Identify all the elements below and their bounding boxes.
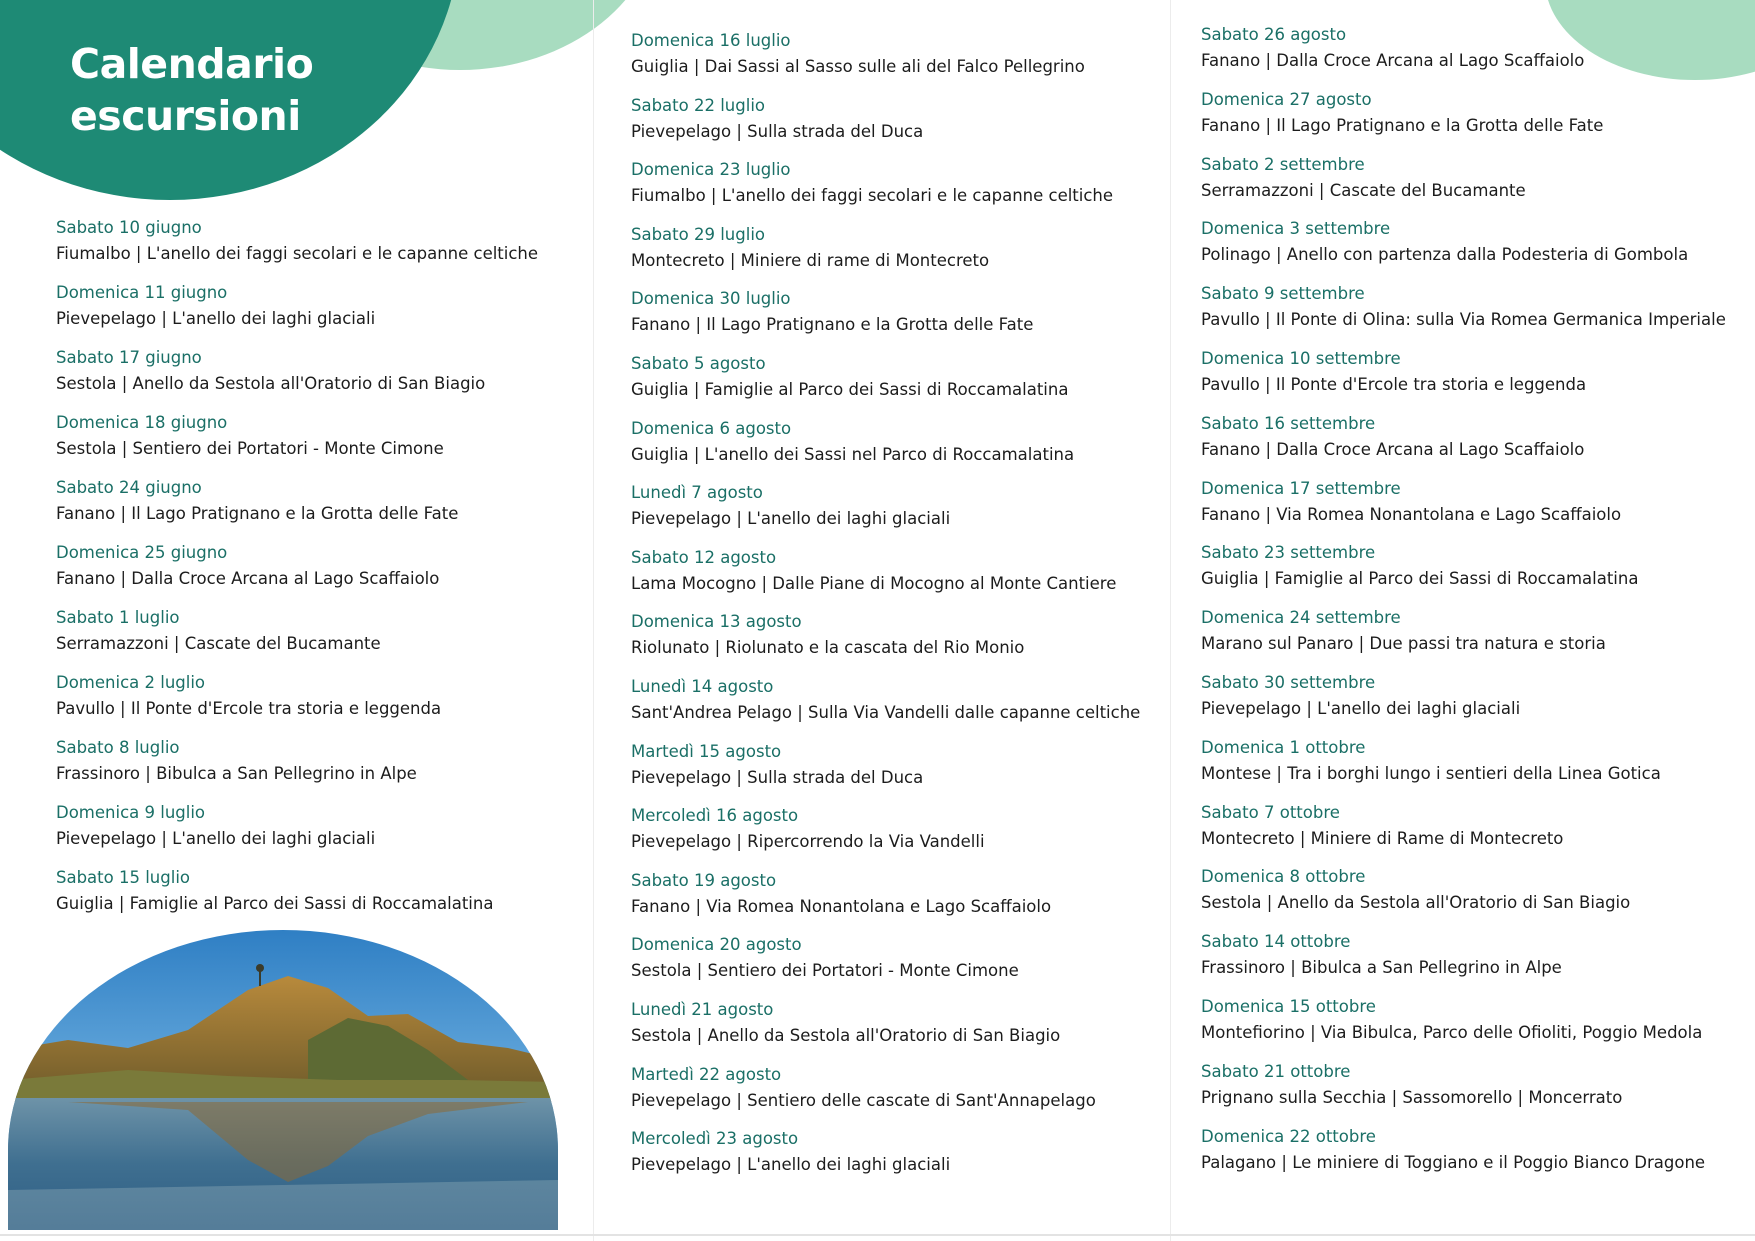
- calendar-entry: [631, 481, 1140, 546]
- entry-date: Sabato 7 ottobre: [1201, 802, 1340, 822]
- entry-date: Lunedì 7 agosto: [631, 483, 763, 503]
- calendar-entry: [631, 287, 1140, 352]
- entry-description: Polinago | Anello con partenza dalla Podesteria di Gombola: [1201, 245, 1689, 265]
- entry-description: Pievepelago | L'anello dei laghi glaciali: [631, 509, 951, 529]
- calendar-entry: [631, 804, 1140, 869]
- calendar-entry: [1201, 153, 1726, 218]
- entry-date: Sabato 9 settembre: [1201, 284, 1365, 304]
- entry-description: Riolunato | Riolunato e la cascata del Rio Monio: [631, 638, 1025, 658]
- entry-description: Sestola | Anello da Sestola all'Oratorio di San Biagio: [631, 1025, 1061, 1045]
- calendar-entry: [631, 933, 1140, 998]
- entry-date: Martedì 22 agosto: [631, 1064, 782, 1084]
- entry-description: Guiglia | L'anello dei Sassi nel Parco di Roccamalatina: [631, 444, 1075, 464]
- calendar-entry: [1201, 541, 1726, 606]
- entry-description: Fanano | Il Lago Pratignano e la Grotta delle Fate: [1201, 115, 1604, 135]
- entry-description: Fiumalbo | L'anello dei faggi secolari e le capanne celtiche: [56, 244, 539, 263]
- entry-description: Sestola | Sentiero dei Portatori - Monte Cimone: [631, 961, 1019, 981]
- calendar-entry: [1201, 736, 1726, 801]
- entry-description: Pievepelago | Sentiero delle cascate di Sant'Annapelago: [631, 1090, 1096, 1110]
- entry-date: Domenica 23 luglio: [631, 160, 791, 180]
- entry-description: Fanano | Via Romea Nonantolana e Lago Scaffaiolo: [1201, 504, 1622, 524]
- calendar-entry: [1201, 930, 1726, 995]
- entry-date: Domenica 27 agosto: [1201, 89, 1372, 109]
- calendar-entry: [631, 1063, 1140, 1128]
- calendar-entry: [1201, 1125, 1726, 1190]
- entry-date: Sabato 22 luglio: [631, 95, 765, 115]
- calendar-entry: [56, 216, 538, 281]
- entry-date: Domenica 11 giugno: [56, 283, 228, 302]
- entry-description: Pievepelago | L'anello dei laghi glaciali: [631, 1155, 951, 1175]
- entry-description: Fanano | Via Romea Nonantolana e Lago Scaffaiolo: [631, 896, 1052, 916]
- calendar-entry: [56, 606, 538, 671]
- entry-date: Sabato 14 ottobre: [1201, 932, 1351, 952]
- entry-description: Pievepelago | L'anello dei laghi glaciali: [1201, 698, 1521, 718]
- entry-description: Frassinoro | Bibulca a San Pellegrino in Alpe: [1201, 958, 1562, 978]
- entry-date: Domenica 9 luglio: [56, 803, 206, 822]
- entry-date: Sabato 16 settembre: [1201, 413, 1376, 433]
- calendar-entry: [56, 541, 538, 606]
- lake-photo-image: [8, 930, 558, 1230]
- entry-date: Lunedì 21 agosto: [631, 999, 774, 1019]
- fold-line-2: [1170, 0, 1171, 1241]
- entry-date: Domenica 24 settembre: [1201, 608, 1401, 628]
- entry-description: Fiumalbo | L'anello dei faggi secolari e le capanne celtiche: [631, 186, 1114, 206]
- entry-date: Lunedì 14 agosto: [631, 676, 774, 696]
- calendar-entry: [56, 801, 538, 866]
- calendar-entry: [631, 94, 1140, 159]
- entry-description: Guiglia | Famiglie al Parco dei Sassi di Roccamalatina: [1201, 569, 1639, 589]
- title-line-2: escursioni: [70, 92, 301, 140]
- entry-date: Domenica 1 ottobre: [1201, 737, 1366, 757]
- entry-date: Sabato 19 agosto: [631, 870, 777, 890]
- entry-description: Fanano | Dalla Croce Arcana al Lago Scaffaiolo: [1201, 51, 1585, 70]
- entry-date: Sabato 15 luglio: [56, 868, 190, 887]
- calendar-entry: [631, 158, 1140, 223]
- entry-date: Domenica 16 luglio: [631, 31, 791, 50]
- calendar-entry: [631, 1127, 1140, 1192]
- calendar-entry: [631, 223, 1140, 288]
- calendar-entry: [631, 546, 1140, 611]
- calendar-entry: [56, 476, 538, 541]
- calendar-entry: [56, 671, 538, 736]
- calendar-entry: [631, 740, 1140, 805]
- lake-photo: [8, 930, 558, 1230]
- calendar-entry: [1201, 217, 1726, 282]
- calendar-entry: [1201, 477, 1726, 542]
- calendar-entry: [1201, 671, 1726, 736]
- entry-date: Domenica 6 agosto: [631, 418, 792, 438]
- calendar-entry: [631, 417, 1140, 482]
- page-title: [70, 38, 313, 142]
- entry-description: Frassinoro | Bibulca a San Pellegrino in Alpe: [56, 764, 417, 783]
- calendar-entry: [631, 675, 1140, 740]
- calendar-entry: [1201, 995, 1726, 1060]
- calendar-entry: [1201, 88, 1726, 153]
- entry-date: Domenica 17 settembre: [1201, 478, 1401, 498]
- entry-date: Domenica 13 agosto: [631, 612, 802, 632]
- entry-description: Montese | Tra i borghi lungo i sentieri della Linea Gotica: [1201, 763, 1661, 783]
- entry-description: Sant'Andrea Pelago | Sulla Via Vandelli dalle capanne celtiche: [631, 702, 1141, 722]
- entry-description: Pavullo | Il Ponte di Olina: sulla Via Romea Germanica Imperiale: [1201, 310, 1726, 330]
- entry-date: Sabato 30 settembre: [1201, 672, 1376, 692]
- calendar-entry: [1201, 23, 1726, 88]
- entry-description: Marano sul Panaro | Due passi tra natura e storia: [1201, 634, 1606, 654]
- entry-description: Prignano sulla Secchia | Sassomorello | Moncerrato: [1201, 1087, 1623, 1107]
- calendar-entry: [1201, 865, 1726, 930]
- entry-date: Sabato 12 agosto: [631, 547, 777, 567]
- entry-description: Serramazzoni | Cascate del Bucamante: [1201, 180, 1526, 200]
- entry-description: Fanano | Dalla Croce Arcana al Lago Scaffaiolo: [56, 569, 440, 588]
- entry-date: Domenica 20 agosto: [631, 935, 802, 955]
- entry-date: Sabato 21 ottobre: [1201, 1061, 1351, 1081]
- entry-date: Mercoledì 16 agosto: [631, 806, 799, 826]
- calendar-entry: [631, 29, 1140, 94]
- entry-description: Fanano | Il Lago Pratignano e la Grotta delle Fate: [56, 504, 459, 523]
- entry-date: Domenica 30 luglio: [631, 289, 791, 309]
- entry-date: Mercoledì 23 agosto: [631, 1129, 799, 1149]
- calendar-entry: [1201, 282, 1726, 347]
- entry-date: Sabato 24 giugno: [56, 478, 202, 497]
- entry-date: Sabato 1 luglio: [56, 608, 180, 627]
- entry-description: Montecreto | Miniere di rame di Montecreto: [631, 250, 990, 270]
- entry-description: Fanano | Il Lago Pratignano e la Grotta delle Fate: [631, 315, 1034, 335]
- entry-date: Sabato 8 luglio: [56, 738, 180, 757]
- entry-date: Domenica 2 luglio: [56, 673, 206, 692]
- entry-date: Sabato 26 agosto: [1201, 25, 1347, 44]
- entry-date: Sabato 2 settembre: [1201, 154, 1365, 174]
- entry-description: Pievepelago | Sulla strada del Duca: [631, 121, 924, 141]
- entry-description: Montefiorino | Via Bibulca, Parco delle Ofioliti, Poggio Medola: [1201, 1022, 1703, 1042]
- entry-description: Guiglia | Famiglie al Parco dei Sassi di Roccamalatina: [631, 379, 1069, 399]
- calendar-entry: [631, 352, 1140, 417]
- calendar-entry: [1201, 801, 1726, 866]
- entry-description: Pavullo | Il Ponte d'Ercole tra storia e leggenda: [56, 699, 442, 718]
- entry-description: Pievepelago | Ripercorrendo la Via Vandelli: [631, 832, 985, 852]
- calendar-entry: [1201, 347, 1726, 412]
- calendar-column-3: [1201, 23, 1726, 1189]
- entry-date: Domenica 15 ottobre: [1201, 996, 1376, 1016]
- calendar-column-1: [56, 216, 538, 931]
- calendar-entry: [56, 346, 538, 411]
- calendar-entry: [56, 281, 538, 346]
- calendar-entry: [631, 610, 1140, 675]
- calendar-entry: [631, 998, 1140, 1063]
- entry-description: Pavullo | Il Ponte d'Ercole tra storia e leggenda: [1201, 374, 1587, 394]
- calendar-entry: [1201, 606, 1726, 671]
- bottom-edge: [0, 1234, 1755, 1236]
- entry-description: Pievepelago | L'anello dei laghi glaciali: [56, 829, 376, 848]
- entry-date: Domenica 8 ottobre: [1201, 867, 1366, 887]
- entry-date: Sabato 17 giugno: [56, 348, 202, 367]
- entry-date: Domenica 3 settembre: [1201, 219, 1391, 239]
- fold-line-1: [593, 0, 594, 1241]
- entry-description: Lama Mocogno | Dalle Piane di Mocogno al Monte Cantiere: [631, 573, 1117, 593]
- calendar-entry: [1201, 1060, 1726, 1125]
- calendar-entry: [56, 411, 538, 476]
- entry-description: Pievepelago | Sulla strada del Duca: [631, 767, 924, 787]
- title-line-1: Calendario: [70, 40, 314, 88]
- entry-description: Sestola | Anello da Sestola all'Oratorio di San Biagio: [56, 374, 486, 393]
- calendar-entry: [1201, 412, 1726, 477]
- entry-date: Domenica 10 settembre: [1201, 348, 1401, 368]
- calendar-entry: [56, 736, 538, 801]
- entry-date: Domenica 25 giugno: [56, 543, 228, 562]
- entry-date: Sabato 5 agosto: [631, 353, 766, 373]
- entry-date: Sabato 10 giugno: [56, 218, 202, 237]
- entry-description: Sestola | Sentiero dei Portatori - Monte Cimone: [56, 439, 444, 458]
- entry-date: Domenica 18 giugno: [56, 413, 228, 432]
- entry-description: Montecreto | Miniere di Rame di Montecreto: [1201, 828, 1564, 848]
- entry-date: Martedì 15 agosto: [631, 741, 782, 761]
- entry-date: Sabato 23 settembre: [1201, 543, 1376, 563]
- calendar-column-2: [631, 29, 1140, 1192]
- entry-description: Pievepelago | L'anello dei laghi glaciali: [56, 309, 376, 328]
- entry-description: Serramazzoni | Cascate del Bucamante: [56, 634, 381, 653]
- entry-description: Guiglia | Dai Sassi al Sasso sulle ali del Falco Pellegrino: [631, 57, 1085, 76]
- entry-description: Guiglia | Famiglie al Parco dei Sassi di Roccamalatina: [56, 894, 494, 913]
- entry-description: Fanano | Dalla Croce Arcana al Lago Scaffaiolo: [1201, 439, 1585, 459]
- entry-description: Sestola | Anello da Sestola all'Oratorio di San Biagio: [1201, 893, 1631, 913]
- calendar-entry: [631, 869, 1140, 934]
- entry-description: Palagano | Le miniere di Toggiano e il Poggio Bianco Dragone: [1201, 1152, 1706, 1172]
- entry-date: Domenica 22 ottobre: [1201, 1126, 1376, 1146]
- calendar-entry: [56, 866, 538, 931]
- entry-date: Sabato 29 luglio: [631, 224, 765, 244]
